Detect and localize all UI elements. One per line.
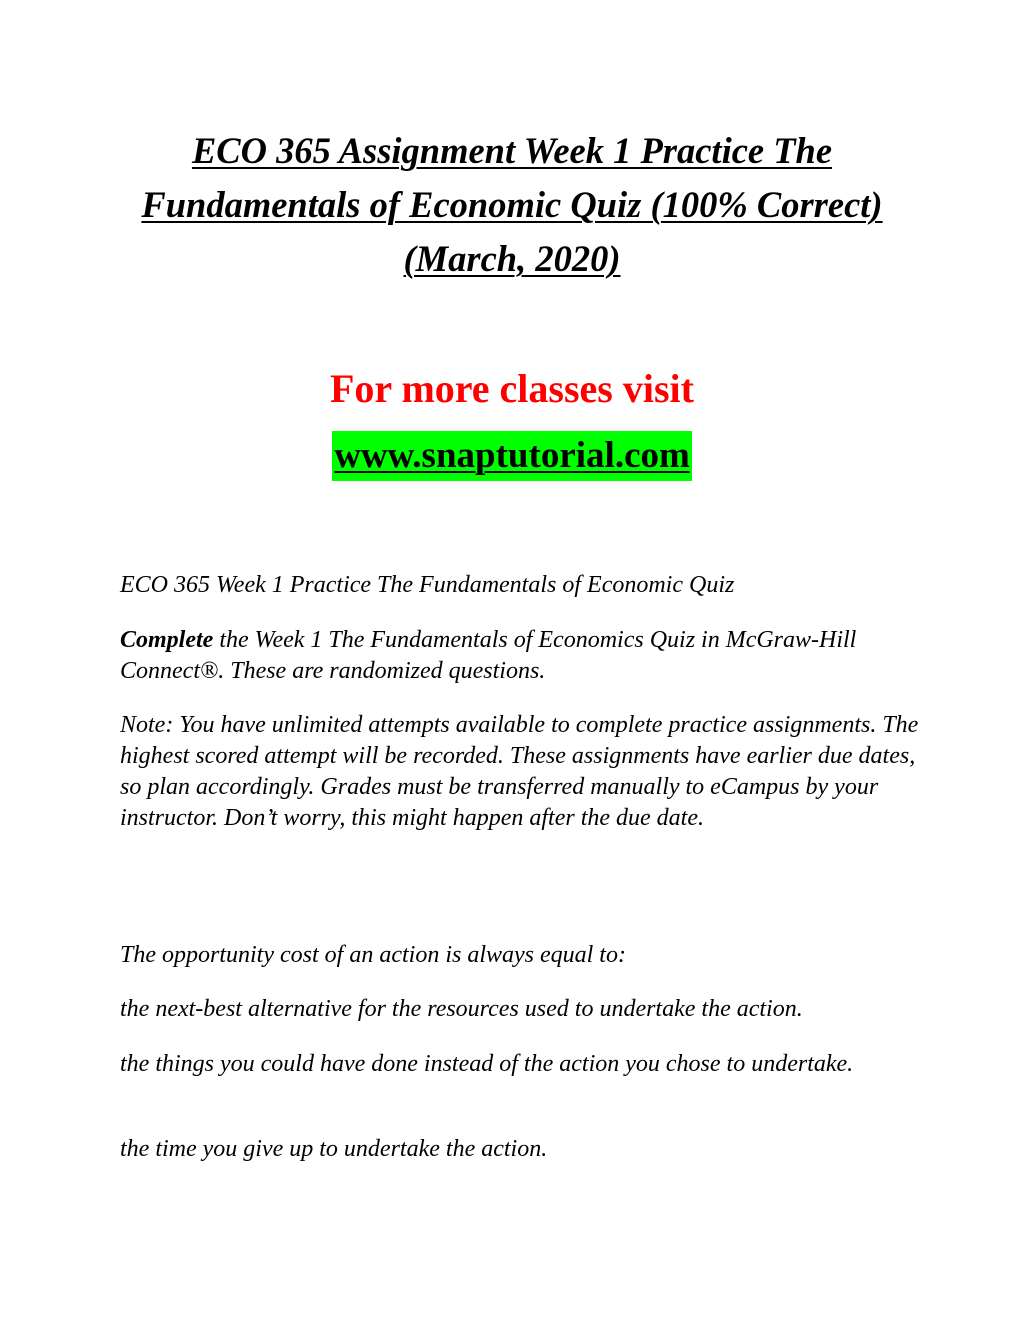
promo-text: For more classes visit <box>329 366 694 411</box>
promo-link-container <box>0 431 1024 481</box>
instruction-paragraph <box>120 625 920 687</box>
instruction-text: the Week 1 The Fundamentals of Economics Quiz in McGraw-Hill Connect®. These are randomized questions. <box>120 627 857 684</box>
answer-option: the next-best alternative for the resources used to undertake the action. <box>120 996 803 1022</box>
promo-link[interactable]: www.snaptutorial.com <box>332 431 692 481</box>
answer-option: the things you could have done instead of the action you chose to undertake. <box>120 1051 854 1077</box>
page-title: ECO 365 Assignment Week 1 Practice The Fundamentals of Economic Quiz (100% Correct) (March, 2020) <box>141 130 883 279</box>
instruction-bold: Complete <box>120 627 214 653</box>
note-paragraph: Note: You have unlimited attempts available to complete practice assignments. The highest scored attempt will be recorded. These assignments have earlier due dates, so plan accordingly. Grades must be transferred manually to eCampus by your instructor. Don’t worry, this might happen after the due date. <box>120 712 919 831</box>
question-text: The opportunity cost of an action is always equal to: <box>120 942 626 968</box>
quiz-subtitle: ECO 365 Week 1 Practice The Fundamentals of Economic Quiz <box>120 572 735 598</box>
answer-option: the time you give up to undertake the action. <box>120 1136 548 1162</box>
